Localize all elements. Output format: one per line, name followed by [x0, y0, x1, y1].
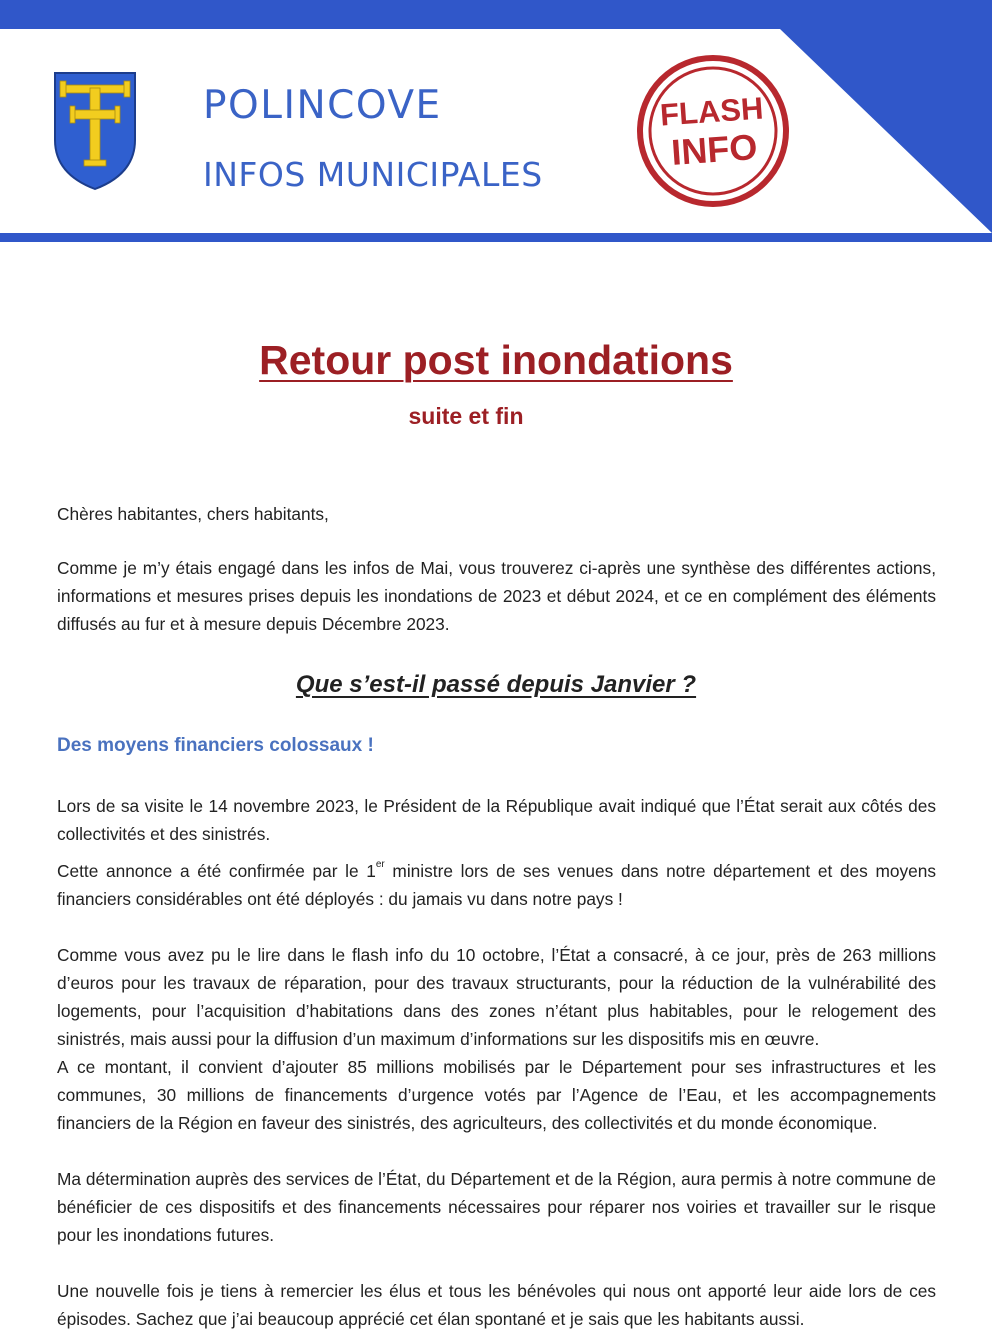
brand-subtitle: INFOS MUNICIPALES: [203, 155, 543, 194]
header-band: [0, 0, 992, 245]
brand-name: POLINCOVE: [203, 83, 442, 128]
intro-paragraph: Comme je m’y étais engagé dans les infos de Mai, vous trouverez ci-après une synthèse des différentes actions, informations et mesures prises depuis les inondations de 2023 et début 2024, et ce en complément des éléments diffusés au fur et à mesure depuis Décembre 2023.: [57, 558, 936, 634]
subsection-title: Des moyens financiers colossaux !: [57, 735, 374, 756]
flash-info-stamp: [636, 54, 790, 208]
section-title: Que s’est-il passé depuis Janvier ?: [295, 671, 697, 698]
paragraph-announcement: [57, 857, 936, 913]
page-title: Retour post inondations: [259, 337, 733, 383]
stamp-text-flash: FLASH: [658, 90, 765, 133]
page-subtitle: suite et fin: [408, 403, 524, 429]
paragraph-thanks: Une nouvelle fois je tiens à remercier les élus et tous les bénévoles qui nous ont apporté leur aide lors de ces épisodes. Sachez que j’ai beaucoup apprécié cet élan spontané et je sais que les habitants aussi.: [57, 1281, 936, 1329]
p2-text-after: ministre lors de ses venues dans notre département et des moyens financiers considérables ont été déployés : du jamais vu dans notre pays !: [57, 861, 936, 909]
paragraph-determination: Ma détermination auprès des services de l’État, du Département et de la Région, aura permis à notre commune de bénéficier de ces dispositifs et des financements nécessaires pour réparer nos voiries et travailler sur le risque pour les inondations futures.: [57, 1169, 936, 1245]
paragraph-state-funding: Comme vous avez pu le lire dans le flash info du 10 octobre, l’État a consacré, à ce jour, près de 263 millions d’euros pour les travaux de réparation, pour des travaux structurants, pour la réduction de la vulnérabilité des logements, pour l’acquisition d’habitations dans des zones n’étant plus habitables, pour le relogement des sinistrés, mais aussi pour la diffusion d’un maximum d’informations sur les dispositifs mis en œuvre.: [57, 945, 936, 1049]
greeting: Chères habitantes, chers habitants,: [57, 504, 329, 524]
paragraph-visit: Lors de sa visite le 14 novembre 2023, le Président de la République avait indiqué que l’État serait aux côtés des collectivités et des sinistrés.: [57, 796, 936, 844]
stamp-text-info: INFO: [669, 126, 759, 173]
paragraph-additional-funding: A ce montant, il convient d’ajouter 85 millions mobilisés par le Département pour ses infrastructures et les communes, 30 millions de financements d’urgence votés par l’Agence de l’Eau, et les accompagnements financiers de la Région en faveur des sinistrés, des agriculteurs, des collectivités et du monde économique.: [57, 1057, 936, 1133]
coat-of-arms-icon: [52, 70, 138, 192]
p2-text-before: Cette annonce a été confirmée par le 1: [57, 861, 376, 881]
p2-superscript: er: [375, 859, 385, 870]
